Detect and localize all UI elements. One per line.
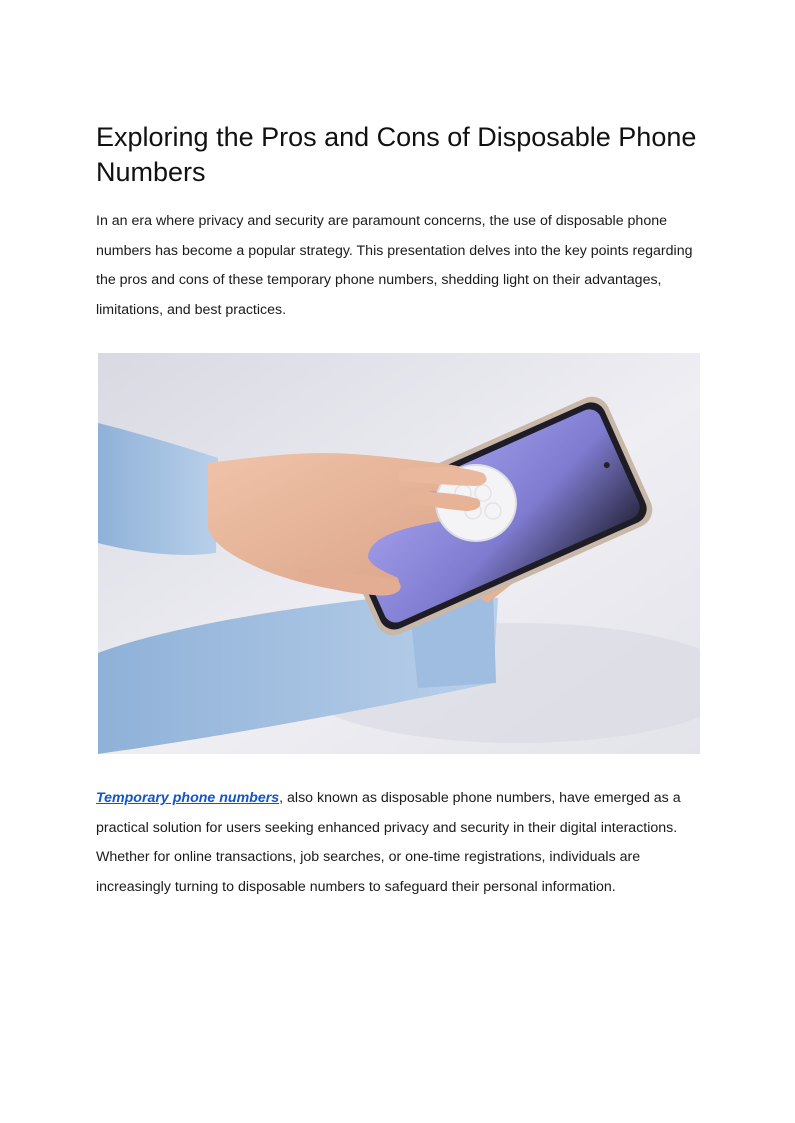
body-paragraph bbox=[96, 784, 696, 902]
phone-cleaning-illustration bbox=[98, 353, 700, 754]
hero-photo bbox=[98, 353, 700, 754]
body-paragraph-text: , also known as disposable phone numbers, have emerged as a practical solution for users seeking enhanced privacy and security in their digital interactions. Whether for online transactions, job searches, or one-time registrations, individuals are increasingly turning to disposable numbers to safeguard their personal information. bbox=[96, 790, 681, 895]
page-title: Exploring the Pros and Cons of Disposable Phone Numbers bbox=[96, 122, 697, 187]
temporary-phone-numbers-link[interactable]: Temporary phone numbers bbox=[96, 790, 280, 806]
intro-paragraph: In an era where privacy and security are paramount concerns, the use of disposable phone numbers has become a popular strategy. This presentation delves into the key points regarding the pros and cons of these temporary phone numbers, shedding light on their advantages, limitations, and best practices. bbox=[96, 213, 693, 318]
